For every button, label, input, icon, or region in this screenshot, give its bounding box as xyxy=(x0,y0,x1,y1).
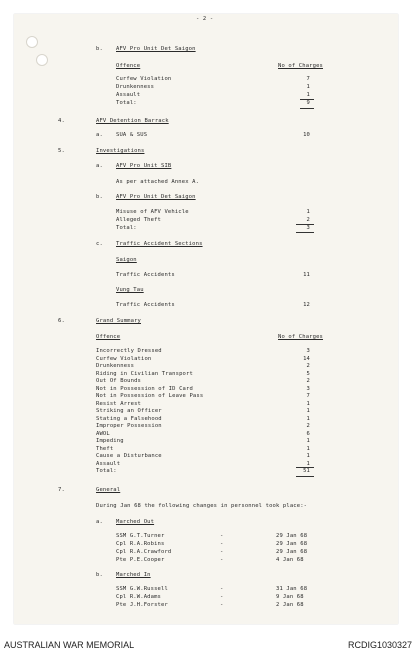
row-label: Drunkenness xyxy=(116,84,155,90)
subsection-heading: Vung Tau xyxy=(116,287,144,293)
archive-footer xyxy=(0,632,416,654)
column-header-charges: No of Charges xyxy=(278,334,323,340)
page-number: - 2 - xyxy=(196,16,214,22)
row-label: Total: xyxy=(116,225,137,231)
total-rule xyxy=(300,99,314,100)
row-label: Not in Possession of Leave Pass xyxy=(96,393,204,399)
row-dash: - xyxy=(220,602,224,608)
column-header-charges: No of Charges xyxy=(278,63,323,69)
row-label: Traffic Accidents xyxy=(116,272,175,278)
row-value: 3 xyxy=(306,225,310,231)
punch-hole xyxy=(26,36,38,48)
section-letter: a. xyxy=(96,519,103,525)
total-rule xyxy=(296,224,314,225)
section-letter: b. xyxy=(96,194,103,200)
row-label: Curfew Violation xyxy=(116,76,172,82)
row-dash: - xyxy=(220,594,224,600)
row-dash: - xyxy=(220,541,224,547)
row-label: Drunkenness xyxy=(96,363,135,369)
row-value: 1 xyxy=(306,438,310,444)
row-label: Out Of Bounds xyxy=(96,378,141,384)
subsection-heading: Saigon xyxy=(116,257,137,263)
row-value: 1 xyxy=(306,400,310,407)
general-intro: During Jan 68 the following changes in personnel took place:- xyxy=(96,503,308,509)
row-label: Improper Possession xyxy=(96,423,162,429)
movement-date: 29 Jan 68 xyxy=(276,549,308,555)
row-label: Assault xyxy=(116,92,141,98)
section-heading: AFV Detention Barrack xyxy=(96,118,169,124)
row-value: 2 xyxy=(306,423,310,429)
section-letter: b. xyxy=(96,572,103,578)
total-double-rule xyxy=(300,108,314,109)
row-label: Traffic Accidents xyxy=(116,302,175,308)
person-name: SSM G.T.Turner xyxy=(116,533,165,539)
movement-date: 4 Jan 68 xyxy=(276,557,304,563)
column-header-offence: Offence xyxy=(96,334,121,340)
row-value: 1 xyxy=(306,453,310,459)
row-dash: - xyxy=(220,557,224,563)
section-heading: General xyxy=(96,487,121,493)
person-name: Pte J.H.Forster xyxy=(116,602,168,608)
movement-date: 31 Jan 68 xyxy=(276,586,308,592)
row-value: 9 xyxy=(306,100,310,106)
section-letter: a. xyxy=(96,132,103,138)
section-heading: AFV Pro Unit Det Saigon xyxy=(116,194,196,200)
row-value: 10 xyxy=(303,132,310,138)
row-label: Misuse of AFV Vehicle xyxy=(116,209,189,215)
section-heading: AFV Pro Unit SIB xyxy=(116,163,172,169)
section-number: 6. xyxy=(58,318,65,324)
row-label: Alleged Theft xyxy=(116,217,161,223)
row-label: AWOL xyxy=(96,430,110,437)
archive-reference: RCDIG1030327 xyxy=(347,640,412,650)
row-value: 12 xyxy=(303,302,310,308)
row-label: Incorrectly Dressed xyxy=(96,348,162,354)
row-value: 7 xyxy=(306,393,310,399)
section-letter: b. xyxy=(96,46,103,52)
section-heading: Marched Out xyxy=(116,519,155,525)
row-value: 7 xyxy=(306,76,310,82)
column-header-offence: Offence xyxy=(116,63,141,69)
section-heading: AFV Pro Unit Det Saigon xyxy=(116,46,196,52)
row-label: Impeding xyxy=(96,438,124,444)
person-name: Cpl R.A.Robins xyxy=(116,541,165,547)
section-heading: Grand Summary xyxy=(96,318,141,324)
section-heading: Investigations xyxy=(96,148,145,154)
row-dash: - xyxy=(220,586,224,592)
row-value: 3 xyxy=(306,385,310,392)
section-heading: Traffic Accident Sections xyxy=(116,241,203,247)
row-value: 51 xyxy=(303,468,310,474)
section-letter: c. xyxy=(96,241,103,247)
row-label: Not in Possession of ID Card xyxy=(96,385,193,392)
person-name: Pte P.E.Cooper xyxy=(116,557,165,563)
row-value: 5 xyxy=(306,370,310,377)
row-value: 1 xyxy=(306,84,310,90)
row-label: Striking an Officer xyxy=(96,408,162,414)
section-heading: Marched In xyxy=(116,572,151,578)
person-name: Cpl R.A.Crawford xyxy=(116,549,172,555)
row-value: 3 xyxy=(306,348,310,354)
row-value: 2 xyxy=(306,217,310,223)
document-page xyxy=(14,14,398,624)
person-name: SSM G.W.Russell xyxy=(116,586,168,592)
row-dash: - xyxy=(220,533,224,539)
movement-date: 29 Jan 68 xyxy=(276,541,308,547)
section-number: 5. xyxy=(58,148,65,154)
punch-hole xyxy=(36,54,48,66)
row-value: 6 xyxy=(306,430,310,437)
row-label: Cause a Disturbance xyxy=(96,453,162,459)
archive-name: AUSTRALIAN WAR MEMORIAL xyxy=(4,640,135,650)
section-letter: a. xyxy=(96,163,103,169)
row-value: 14 xyxy=(303,355,310,362)
row-value: 1 xyxy=(306,445,310,452)
row-value: 1 xyxy=(306,415,310,422)
row-value: 2 xyxy=(306,378,310,384)
row-value: 1 xyxy=(306,408,310,414)
row-value: 1 xyxy=(306,460,310,467)
movement-date: 29 Jan 68 xyxy=(276,533,308,539)
annex-note: As per attached Annex A. xyxy=(116,179,200,185)
row-label: Resist Arrest xyxy=(96,400,141,407)
row-value: 1 xyxy=(306,92,310,98)
movement-date: 9 Jan 68 xyxy=(276,594,304,600)
person-name: Cpl R.W.Adams xyxy=(116,594,161,600)
row-label: Curfew Violation xyxy=(96,355,152,362)
row-value: 1 xyxy=(306,209,310,215)
section-number: 4. xyxy=(58,118,65,124)
row-value: 2 xyxy=(306,363,310,369)
row-label: Theft xyxy=(96,445,114,452)
movement-date: 2 Jan 68 xyxy=(276,602,304,608)
row-value: 11 xyxy=(303,272,310,278)
total-rule xyxy=(296,467,314,468)
row-label: Assault xyxy=(96,460,121,467)
row-label: Total: xyxy=(116,100,137,106)
row-label: Riding in Civilian Transport xyxy=(96,370,193,377)
total-double-rule xyxy=(296,232,314,233)
section-number: 7. xyxy=(58,487,65,493)
row-label: Total: xyxy=(96,468,117,474)
row-label: SUA & SUS xyxy=(116,132,148,138)
row-dash: - xyxy=(220,549,224,555)
row-label: Stating a Falsehood xyxy=(96,415,162,422)
total-double-rule xyxy=(296,476,314,477)
